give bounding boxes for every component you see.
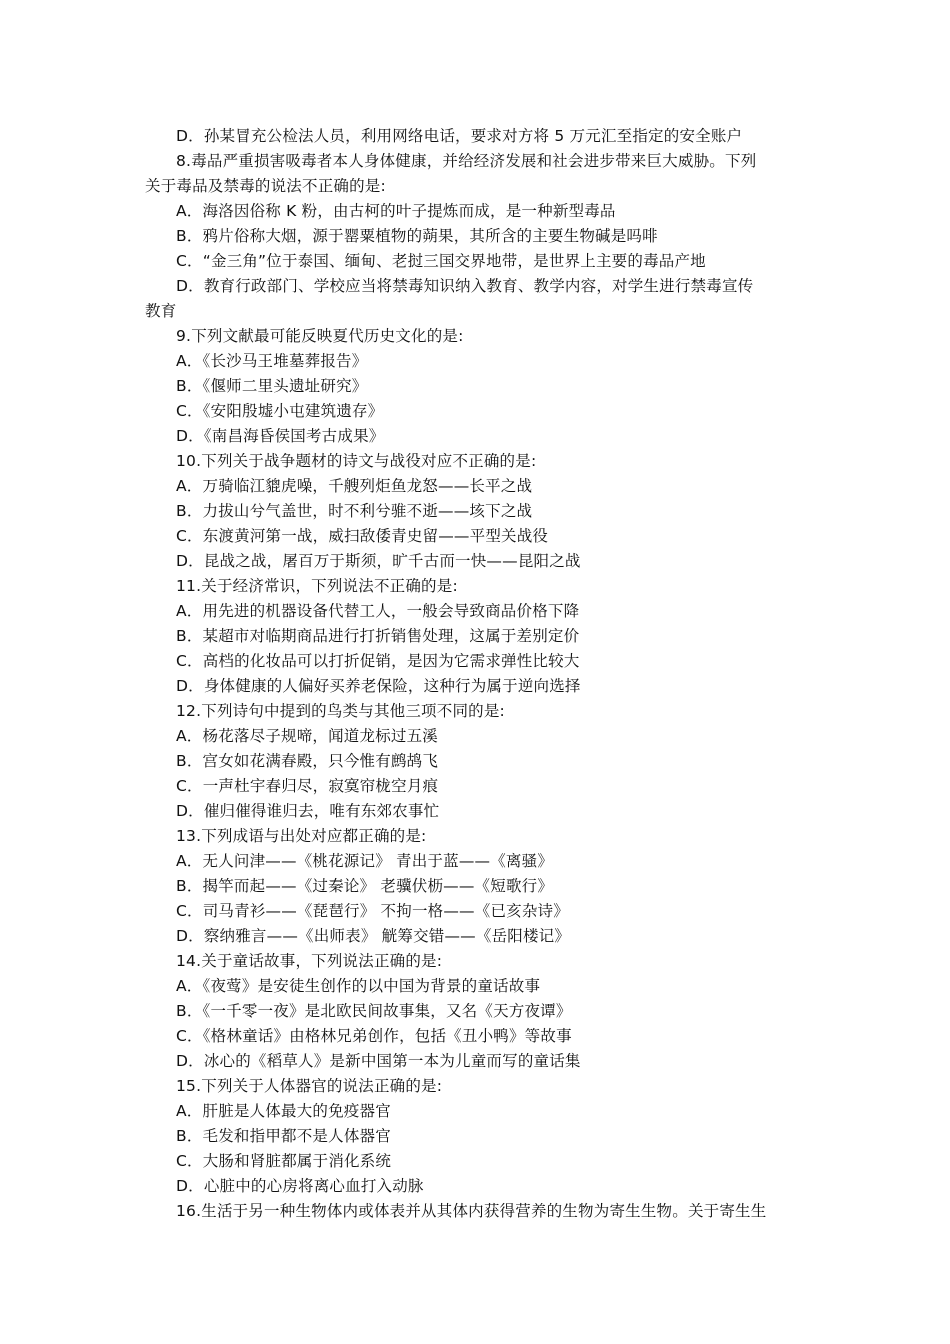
option-14a: A．《夜莺》是安徒生创作的以中国为背景的童话故事 xyxy=(176,977,541,995)
option-15d: D．心脏中的心房将离心血打入动脉 xyxy=(176,1177,424,1195)
question-11: 11.关于经济常识，下列说法不正确的是: xyxy=(176,577,458,595)
option-10b: B．力拔山兮气盖世，时不利兮骓不逝——垓下之战 xyxy=(176,502,533,520)
question-9: 9.下列文献最可能反映夏代历史文化的是: xyxy=(176,327,464,345)
question-14: 14.关于童话故事，下列说法正确的是: xyxy=(176,952,443,970)
question-10: 10.下列关于战争题材的诗文与战役对应不正确的是: xyxy=(176,452,537,470)
option-14b: B．《一千零一夜》是北欧民间故事集，又名《天方夜谭》 xyxy=(176,1002,572,1020)
option-15a: A．肝脏是人体最大的免疫器官 xyxy=(176,1102,391,1120)
option-8c: C．“金三角”位于泰国、缅甸、老挝三国交界地带，是世界上主要的毒品产地 xyxy=(176,252,706,270)
question-16: 16.生活于另一种生物体内或体表并从其体内获得营养的生物为寄生生物。关于寄生生 xyxy=(176,1202,767,1220)
question-8-continued: 关于毒品及禁毒的说法不正确的是: xyxy=(145,177,386,195)
option-12b: B．宫女如花满春殿，只今惟有鹧鸪飞 xyxy=(176,752,439,770)
question-13: 13.下列成语与出处对应都正确的是: xyxy=(176,827,427,845)
option-10d: D．昆战之战，屠百万于斯须，旷千古而一快——昆阳之战 xyxy=(176,552,581,570)
option-9b: B．《偃师二里头遗址研究》 xyxy=(176,377,368,395)
question-12: 12.下列诗句中提到的鸟类与其他三项不同的是: xyxy=(176,702,505,720)
option-8b: B．鸦片俗称大烟，源于罂粟植物的蒴果，其所含的主要生物碱是吗啡 xyxy=(176,227,658,245)
option-9c: C．《安阳殷墟小屯建筑遗存》 xyxy=(176,402,384,420)
option-12c: C．一声杜宇春归尽，寂寞帘栊空月痕 xyxy=(176,777,439,795)
option-11c: C．高档的化妆品可以打折促销，是因为它需求弹性比较大 xyxy=(176,652,580,670)
option-10c: C．东渡黄河第一战，威扫敌倭青史留——平型关战役 xyxy=(176,527,549,545)
question-8: 8.毒品严重损害吸毒者本人身体健康，并给经济发展和社会进步带来巨大威胁。下列 xyxy=(176,152,757,170)
option-8a: A．海洛因俗称 K 粉，由古柯的叶子提炼而成，是一种新型毒品 xyxy=(176,202,616,220)
question-15: 15.下列关于人体器官的说法正确的是: xyxy=(176,1077,443,1095)
option-15c: C．大肠和肾脏都属于消化系统 xyxy=(176,1152,392,1170)
option-11d: D．身体健康的人偏好买养老保险，这种行为属于逆向选择 xyxy=(176,677,581,695)
option-13c: C．司马青衫——《琵琶行》 不拘一格——《已亥杂诗》 xyxy=(176,902,569,920)
option-13d: D．察纳雅言——《出师表》 觥筹交错——《岳阳楼记》 xyxy=(176,927,571,945)
option-8d-continued: 教育 xyxy=(145,302,177,320)
option-12d: D．催归催得谁归去，唯有东郊农事忙 xyxy=(176,802,440,820)
option-13a: A．无人问津——《桃花源记》 青出于蓝——《离骚》 xyxy=(176,852,554,870)
option-10a: A．万骑临江貔虎噪，千艘列炬鱼龙怒——长平之战 xyxy=(176,477,533,495)
option-11b: B．某超市对临期商品进行打折销售处理，这属于差别定价 xyxy=(176,627,580,645)
option-7d: D．孙某冒充公检法人员，利用网络电话，要求对方将 5 万元汇至指定的安全账户 xyxy=(176,127,743,145)
option-9d: D．《南昌海昏侯国考古成果》 xyxy=(176,427,385,445)
option-15b: B．毛发和指甲都不是人体器官 xyxy=(176,1127,391,1145)
option-14c: C．《格林童话》由格林兄弟创作，包括《丑小鸭》等故事 xyxy=(176,1027,572,1045)
option-14d: D．冰心的《稻草人》是新中国第一本为儿童而写的童话集 xyxy=(176,1052,581,1070)
option-12a: A．杨花落尽子规啼，闻道龙标过五溪 xyxy=(176,727,439,745)
option-9a: A．《长沙马王堆墓葬报告》 xyxy=(176,352,368,370)
option-11a: A．用先进的机器设备代替工人，一般会导致商品价格下降 xyxy=(176,602,580,620)
option-8d: D．教育行政部门、学校应当将禁毒知识纳入教育、教学内容，对学生进行禁毒宣传 xyxy=(176,277,754,295)
option-13b: B．揭竿而起——《过秦论》 老骥伏枥——《短歌行》 xyxy=(176,877,554,895)
